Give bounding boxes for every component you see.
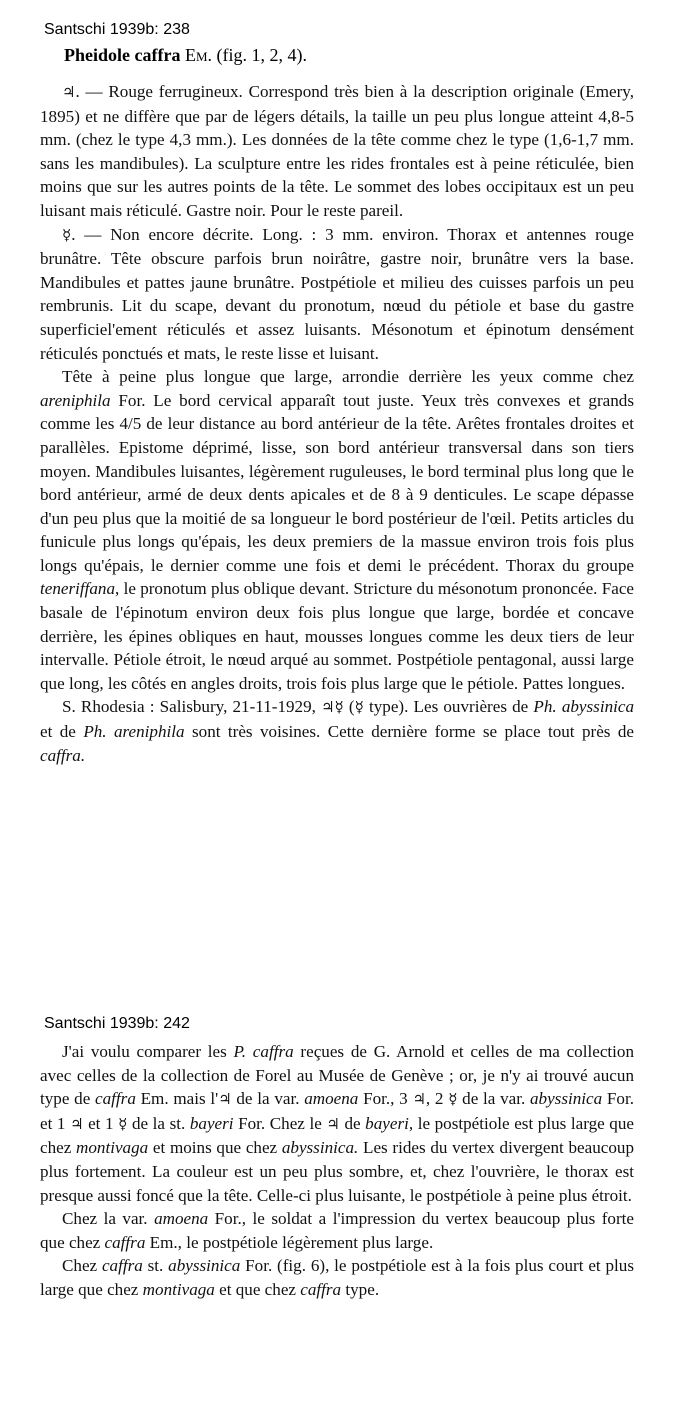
figure-reference: (fig. 1, 2, 4).	[216, 45, 308, 65]
worker-description: ☿. — Non encore décrite. Long. : 3 mm. environ. Thorax et antennes rouge brunâtre. Tête obscure parfois brun noirâtre, gastre noir, brunâtre vers la base. Mandibules et pattes jaune brunâtre. Postpétiole et milieu des cuisses parfois un peu rembrunis. Lit du scape, devant du pronotum, nœud du pétiole et base du gastre superficiel'ement réticulés et assez luisants. Mésonotum et épinotum densément réticulés ponctués et mats, le reste lisse et luisant.	[40, 224, 634, 363]
soldier-symbol-icon: ♃	[218, 1090, 232, 1109]
worker-symbol-icon: ☿	[118, 1114, 128, 1133]
worker-symbol-icon: ☿	[448, 1090, 458, 1109]
species-heading	[64, 44, 307, 66]
soldier-symbol-icon: ♃	[326, 1114, 340, 1133]
soldier-symbol-icon: ♃	[70, 1114, 84, 1133]
section-238-text	[40, 80, 634, 767]
worker-symbol-icon: ☿	[334, 698, 344, 717]
morphology-description: Tête à peine plus longue que large, arrondie derrière les yeux comme chez areniphila For. Le bord cervical apparaît tout juste. Yeux très convexes et grands comme les 4/5 de leur distance au bord antérieur de la tête. Arêtes frontales droites et parallèles. Epistome déprimé, lisse, son bord antérieur transversal dans son tiers moyen. Mandibules luisantes, légèrement ruguleuses, le bord terminal plus long que le bord antérieur, armé de deux dents apicales et de 8 à 9 denticules. Le scape dépasse d'un peu plus que la moitié de sa longueur le bord postérieur de l'œil. Petits articles du funicule plus longs qu'épais, les deux premiers de la massue environ trois fois plus longs qu'épais, le dernier comme une fois et demi le précédent. Thorax du groupe teneriffana, le pronotum plus oblique devant. Stricture du mésonotum prononcée. Face basale de l'épinotum environ deux fois plus longue que large, bordée et concave derrière, les épines obliques en haut, mousses longues comme les deux tiers de leur intervalle. Pétiole étroit, le nœud arqué au sommet. Postpétiole pentagonal, aussi large que long, les côtés en angles droits, trois fois plus large que le pétiole. Pattes longues.	[40, 367, 634, 693]
comparison-paragraph: J'ai voulu comparer les P. caffra reçues de G. Arnold et celles de ma collection avec celles de la collection de Forel au Musée de Genève ; or, je n'y ai trouvé aucun type de caffra Em. mais l'♃ de la var. amoena For., 3 ♃, 2 ☿ de la var. abyssinica For. et 1 ♃ et 1 ☿ de la st. bayeri For. Chez le ♃ de bayeri, le postpétiole est plus large que chez montivaga et moins que chez abyssinica. Les rides du vertex divergent beaucoup plus fortement. La couleur est un peu plus sombre, et, chez l'ouvrière, le thorax est presque aussi foncé que la tête. Celle-ci plus luisante, le postpétiole à peine plus étroit.	[40, 1042, 634, 1205]
soldier-symbol-icon: ♃	[321, 698, 335, 717]
amoena-paragraph: Chez la var. amoena For., le soldat a l'impression du vertex beaucoup plus forte que chez caffra Em., le postpétiole légèrement plus large.	[40, 1209, 635, 1252]
species-author: Em.	[184, 45, 213, 65]
source-citation-242: Santschi 1939b: 242	[44, 1015, 190, 1032]
soldier-description: ♃. — Rouge ferrugineux. Correspond très bien à la description originale (Emery, 1895) et ne diffère que par de légers détails, la taille un peu plus longue atteint 4,8-5 mm. (chez le type 4,3 mm.). Les données de la tête comme chez le type (1,6-1,7 mm. sans les mandibules). La sculpture entre les rides frontales est à peine réticulée, bien moins que sur les autres points de la tête. Le sommet des lobes occipitaux est un peu luisant mais réticulé. Gastre noir. Pour le reste pareil.	[40, 82, 634, 220]
worker-symbol-icon: ☿	[62, 225, 72, 244]
soldier-symbol-icon: ♃	[62, 83, 76, 101]
section-242-text	[40, 1040, 634, 1302]
species-name: Pheidole caffra	[64, 45, 181, 65]
abyssinica-paragraph: Chez caffra st. abyssinica For. (fig. 6), le postpétiole est à la fois plus court et plus large que chez montivaga et que chez caffra type.	[40, 1256, 634, 1299]
locality-paragraph: S. Rhodesia : Salisbury, 21-11-1929, ♃☿ (☿ type). Les ouvrières de Ph. abyssinica et de Ph. areniphila sont très voisines. Cette dernière forme se place tout près de caffra.	[40, 697, 635, 765]
worker-symbol-icon: ☿	[354, 698, 364, 717]
source-citation-238: Santschi 1939b: 238	[44, 21, 190, 38]
soldier-symbol-icon: ♃	[412, 1090, 426, 1109]
